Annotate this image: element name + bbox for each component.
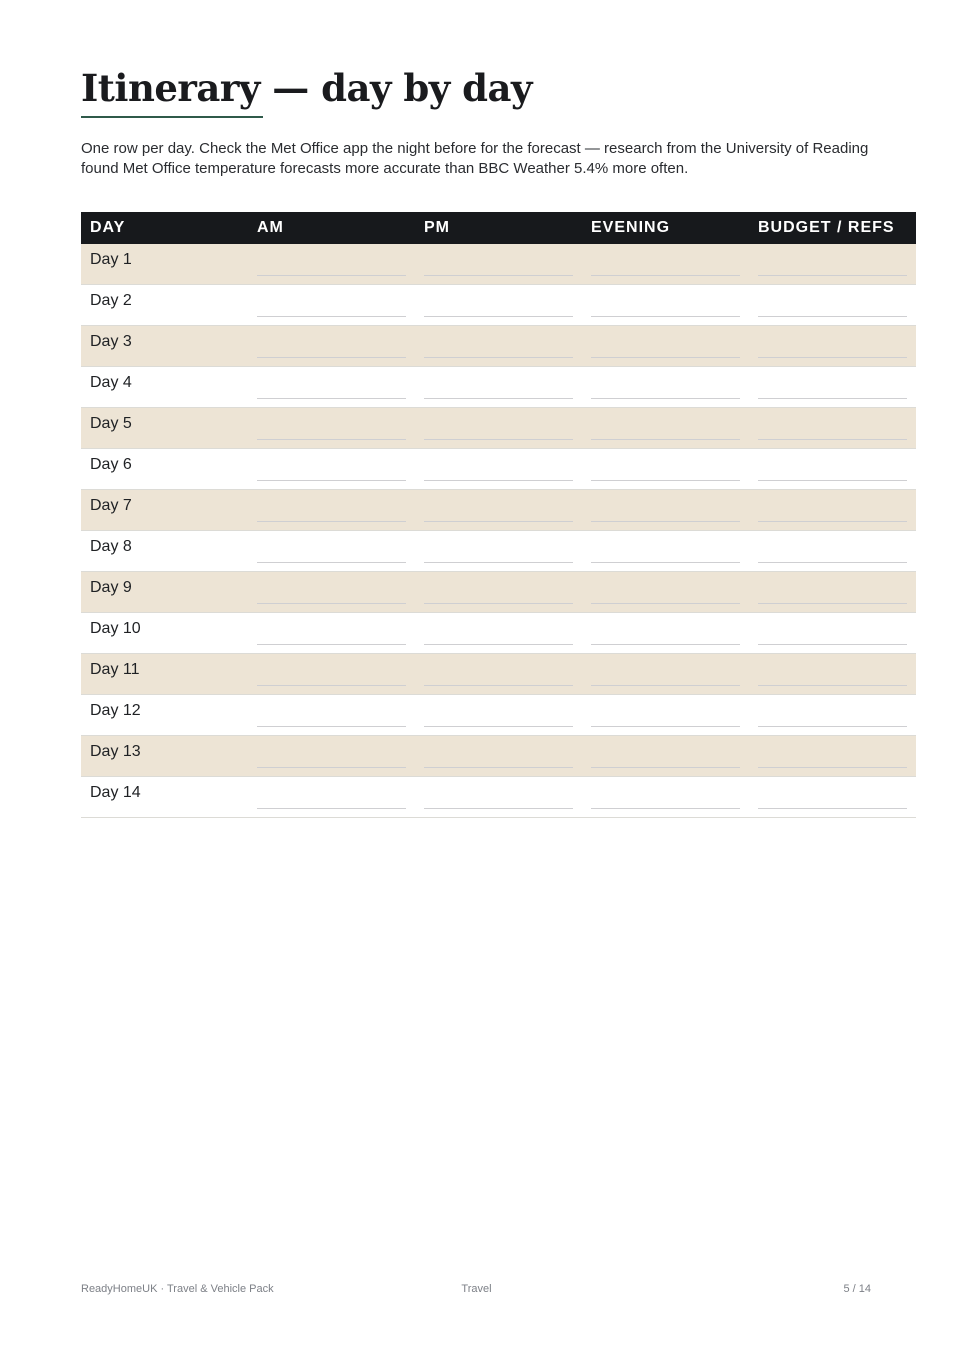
write-in-line xyxy=(591,480,740,481)
evening-write-in-cell[interactable] xyxy=(582,408,749,449)
write-in-line xyxy=(758,808,907,809)
pm-write-in-cell[interactable] xyxy=(415,408,582,449)
table-row xyxy=(81,736,916,777)
write-in-line xyxy=(591,603,740,604)
pm-write-in-cell[interactable] xyxy=(415,449,582,490)
write-in-line xyxy=(591,316,740,317)
write-in-line xyxy=(424,480,573,481)
write-in-line xyxy=(424,808,573,809)
pm-write-in-cell[interactable] xyxy=(415,285,582,326)
table-row xyxy=(81,777,916,818)
budget-refs-write-in-cell[interactable] xyxy=(749,367,916,408)
pm-write-in-cell[interactable] xyxy=(415,736,582,777)
write-in-line xyxy=(591,644,740,645)
write-in-line xyxy=(758,357,907,358)
evening-write-in-cell[interactable] xyxy=(582,490,749,531)
write-in-line xyxy=(758,398,907,399)
write-in-line xyxy=(424,316,573,317)
write-in-line xyxy=(257,767,406,768)
write-in-line xyxy=(758,480,907,481)
pm-write-in-cell[interactable] xyxy=(415,613,582,654)
write-in-line xyxy=(257,357,406,358)
am-write-in-cell[interactable] xyxy=(248,490,415,531)
column-header-am: AM xyxy=(248,212,415,244)
evening-write-in-cell[interactable] xyxy=(582,449,749,490)
write-in-line xyxy=(257,644,406,645)
evening-write-in-cell[interactable] xyxy=(582,695,749,736)
budget-refs-write-in-cell[interactable] xyxy=(749,449,916,490)
day-cell xyxy=(81,244,248,285)
table-header-row xyxy=(81,212,916,244)
budget-refs-write-in-cell[interactable] xyxy=(749,326,916,367)
evening-write-in-cell[interactable] xyxy=(582,326,749,367)
write-in-line xyxy=(257,275,406,276)
write-in-line xyxy=(424,521,573,522)
table-row xyxy=(81,285,916,326)
day-label: Day 1 xyxy=(90,251,132,268)
write-in-line xyxy=(591,767,740,768)
write-in-line xyxy=(591,398,740,399)
write-in-line xyxy=(424,439,573,440)
am-write-in-cell[interactable] xyxy=(248,244,415,285)
day-cell xyxy=(81,285,248,326)
day-cell xyxy=(81,531,248,572)
footer-publisher: ReadyHomeUK · Travel & Vehicle Pack xyxy=(81,1283,274,1295)
column-header-pm: PM xyxy=(415,212,582,244)
write-in-line xyxy=(257,439,406,440)
write-in-line xyxy=(758,439,907,440)
am-write-in-cell[interactable] xyxy=(248,449,415,490)
day-cell xyxy=(81,777,248,818)
intro-text: One row per day. Check the Met Office app the night before for the forecast — research from the University of Reading found Met Office temperature forecasts more accurate than BBC Weather 5.4% more often. xyxy=(81,140,869,177)
day-cell xyxy=(81,695,248,736)
write-in-line xyxy=(424,603,573,604)
table-row xyxy=(81,572,916,613)
write-in-line xyxy=(257,603,406,604)
pm-write-in-cell[interactable] xyxy=(415,244,582,285)
write-in-line xyxy=(257,808,406,809)
evening-write-in-cell[interactable] xyxy=(582,736,749,777)
page-title: Itinerary — day by day xyxy=(81,66,532,110)
write-in-line xyxy=(758,726,907,727)
footer-page-number: 5 / 14 xyxy=(843,1283,871,1295)
evening-write-in-cell[interactable] xyxy=(582,613,749,654)
table-row xyxy=(81,244,916,285)
day-label: Day 11 xyxy=(90,661,140,678)
day-label: Day 3 xyxy=(90,333,132,350)
am-write-in-cell[interactable] xyxy=(248,777,415,818)
day-label: Day 4 xyxy=(90,374,132,391)
write-in-line xyxy=(591,726,740,727)
day-cell xyxy=(81,490,248,531)
evening-write-in-cell[interactable] xyxy=(582,244,749,285)
day-cell xyxy=(81,613,248,654)
column-header-budget-refs: BUDGET / REFS xyxy=(749,212,916,244)
write-in-line xyxy=(591,521,740,522)
write-in-line xyxy=(758,275,907,276)
am-write-in-cell[interactable] xyxy=(248,367,415,408)
write-in-line xyxy=(758,521,907,522)
write-in-line xyxy=(591,562,740,563)
evening-write-in-cell[interactable] xyxy=(582,531,749,572)
title-underline xyxy=(81,116,263,118)
write-in-line xyxy=(424,275,573,276)
day-cell xyxy=(81,736,248,777)
write-in-line xyxy=(257,726,406,727)
day-label: Day 13 xyxy=(90,743,141,760)
day-label: Day 7 xyxy=(90,497,132,514)
day-cell xyxy=(81,449,248,490)
day-cell xyxy=(81,326,248,367)
write-in-line xyxy=(424,644,573,645)
write-in-line xyxy=(758,562,907,563)
table-row xyxy=(81,326,916,367)
pm-write-in-cell[interactable] xyxy=(415,777,582,818)
day-label: Day 10 xyxy=(90,620,141,637)
pm-write-in-cell[interactable] xyxy=(415,326,582,367)
write-in-line xyxy=(257,685,406,686)
pm-write-in-cell[interactable] xyxy=(415,367,582,408)
budget-refs-write-in-cell[interactable] xyxy=(749,736,916,777)
write-in-line xyxy=(257,316,406,317)
am-write-in-cell[interactable] xyxy=(248,736,415,777)
budget-refs-write-in-cell[interactable] xyxy=(749,654,916,695)
day-cell xyxy=(81,367,248,408)
column-header-day: DAY xyxy=(81,212,248,244)
budget-refs-write-in-cell[interactable] xyxy=(749,244,916,285)
budget-refs-write-in-cell[interactable] xyxy=(749,777,916,818)
day-label: Day 14 xyxy=(90,784,141,801)
write-in-line xyxy=(424,685,573,686)
day-label: Day 2 xyxy=(90,292,132,309)
am-write-in-cell[interactable] xyxy=(248,408,415,449)
budget-refs-write-in-cell[interactable] xyxy=(749,490,916,531)
write-in-line xyxy=(424,398,573,399)
pm-write-in-cell[interactable] xyxy=(415,572,582,613)
evening-write-in-cell[interactable] xyxy=(582,285,749,326)
pm-write-in-cell[interactable] xyxy=(415,654,582,695)
write-in-line xyxy=(257,398,406,399)
table-row xyxy=(81,654,916,695)
write-in-line xyxy=(758,603,907,604)
budget-refs-write-in-cell[interactable] xyxy=(749,613,916,654)
pm-write-in-cell[interactable] xyxy=(415,695,582,736)
pm-write-in-cell[interactable] xyxy=(415,490,582,531)
am-write-in-cell[interactable] xyxy=(248,326,415,367)
day-cell xyxy=(81,408,248,449)
day-label: Day 5 xyxy=(90,415,132,432)
budget-refs-write-in-cell[interactable] xyxy=(749,695,916,736)
budget-refs-write-in-cell[interactable] xyxy=(749,408,916,449)
am-write-in-cell[interactable] xyxy=(248,654,415,695)
am-write-in-cell[interactable] xyxy=(248,613,415,654)
column-header-evening: EVENING xyxy=(582,212,749,244)
write-in-line xyxy=(758,316,907,317)
write-in-line xyxy=(591,439,740,440)
evening-write-in-cell[interactable] xyxy=(582,572,749,613)
write-in-line xyxy=(591,808,740,809)
write-in-line xyxy=(257,562,406,563)
write-in-line xyxy=(257,480,406,481)
table-row xyxy=(81,490,916,531)
write-in-line xyxy=(758,644,907,645)
write-in-line xyxy=(257,521,406,522)
write-in-line xyxy=(424,767,573,768)
evening-write-in-cell[interactable] xyxy=(582,777,749,818)
write-in-line xyxy=(591,685,740,686)
footer-section: Travel xyxy=(461,1283,492,1295)
day-label: Day 6 xyxy=(90,456,132,473)
budget-refs-write-in-cell[interactable] xyxy=(749,531,916,572)
day-cell xyxy=(81,654,248,695)
am-write-in-cell[interactable] xyxy=(248,285,415,326)
am-write-in-cell[interactable] xyxy=(248,531,415,572)
table-row xyxy=(81,613,916,654)
write-in-line xyxy=(424,357,573,358)
budget-refs-write-in-cell[interactable] xyxy=(749,285,916,326)
itinerary-table xyxy=(81,212,916,818)
day-label: Day 9 xyxy=(90,579,132,596)
budget-refs-write-in-cell[interactable] xyxy=(749,572,916,613)
table-row xyxy=(81,695,916,736)
table-row xyxy=(81,408,916,449)
write-in-line xyxy=(591,275,740,276)
table-row xyxy=(81,531,916,572)
evening-write-in-cell[interactable] xyxy=(582,654,749,695)
am-write-in-cell[interactable] xyxy=(248,695,415,736)
table-row xyxy=(81,367,916,408)
write-in-line xyxy=(591,357,740,358)
write-in-line xyxy=(758,685,907,686)
itinerary-body xyxy=(81,244,916,818)
evening-write-in-cell[interactable] xyxy=(582,367,749,408)
pm-write-in-cell[interactable] xyxy=(415,531,582,572)
table-row xyxy=(81,449,916,490)
write-in-line xyxy=(424,562,573,563)
day-label: Day 8 xyxy=(90,538,132,555)
day-cell xyxy=(81,572,248,613)
am-write-in-cell[interactable] xyxy=(248,572,415,613)
write-in-line xyxy=(758,767,907,768)
write-in-line xyxy=(424,726,573,727)
day-label: Day 12 xyxy=(90,702,141,719)
